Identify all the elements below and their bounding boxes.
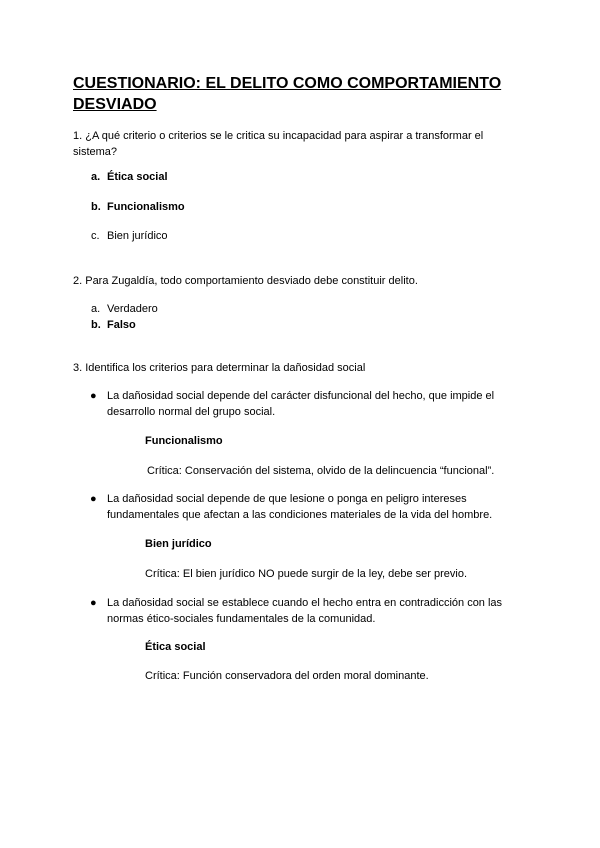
question-1-option-c [91, 228, 168, 244]
option-marker: b. [91, 319, 101, 331]
option-marker: c. [91, 230, 100, 242]
option-label: Verdadero [107, 303, 158, 315]
option-marker: a. [91, 303, 101, 315]
criterion-critique-2: Crítica: El bien jurídico NO puede surgir de la ley, debe ser previo. [145, 568, 468, 580]
option-label: Funcionalismo [107, 201, 185, 213]
question-1-option-b [91, 199, 185, 215]
question-2-option-b [91, 317, 136, 333]
question-1-option-a [91, 169, 168, 185]
question-2-option-a [91, 301, 158, 317]
question-2-text: 2. Para Zugaldía, todo comportamiento desviado debe constituir delito. [73, 275, 418, 287]
criterion-critique-1: Crítica: Conservación del sistema, olvido de la delincuencia “funcional”. [147, 465, 495, 477]
option-label: Ética social [107, 171, 168, 183]
option-marker: a. [91, 171, 101, 183]
criterion-item-3 [91, 595, 521, 627]
criterion-name-1: Funcionalismo [145, 435, 223, 447]
option-label: Bien jurídico [107, 230, 168, 242]
criterion-item-1 [91, 388, 521, 420]
criterion-critique-3: Crítica: Función conservadora del orden moral dominante. [145, 670, 429, 682]
criterion-name-2: Bien jurídico [145, 538, 212, 550]
option-marker: b. [91, 201, 101, 213]
bullet-icon: ● [90, 390, 97, 402]
option-label: Falso [107, 319, 136, 331]
question-1-text: 1. ¿A qué criterio o criterios se le critica su incapacidad para aspirar a transformar el sistema? [73, 130, 484, 158]
bullet-icon: ● [90, 493, 97, 505]
page-title: CUESTIONARIO: EL DELITO COMO COMPORTAMIENTO DESVIADO [73, 75, 502, 113]
question-3-text: 3. Identifica los criterios para determinar la dañosidad social [73, 362, 366, 374]
criterion-item-2 [91, 491, 521, 523]
criterion-item-text: La dañosidad social depende del carácter disfuncional del hecho, que impide el desarrollo normal del grupo social. [107, 390, 495, 418]
criterion-name-3: Ética social [145, 641, 206, 653]
criterion-item-text: La dañosidad social se establece cuando el hecho entra en contradicción con las normas ético-sociales fundamentales de la comunidad. [107, 597, 503, 625]
criterion-item-text: La dañosidad social depende de que lesione o ponga en peligro intereses fundamentales que afectan a las condiciones materiales de la vida del hombre. [107, 493, 493, 521]
bullet-icon: ● [90, 597, 97, 609]
